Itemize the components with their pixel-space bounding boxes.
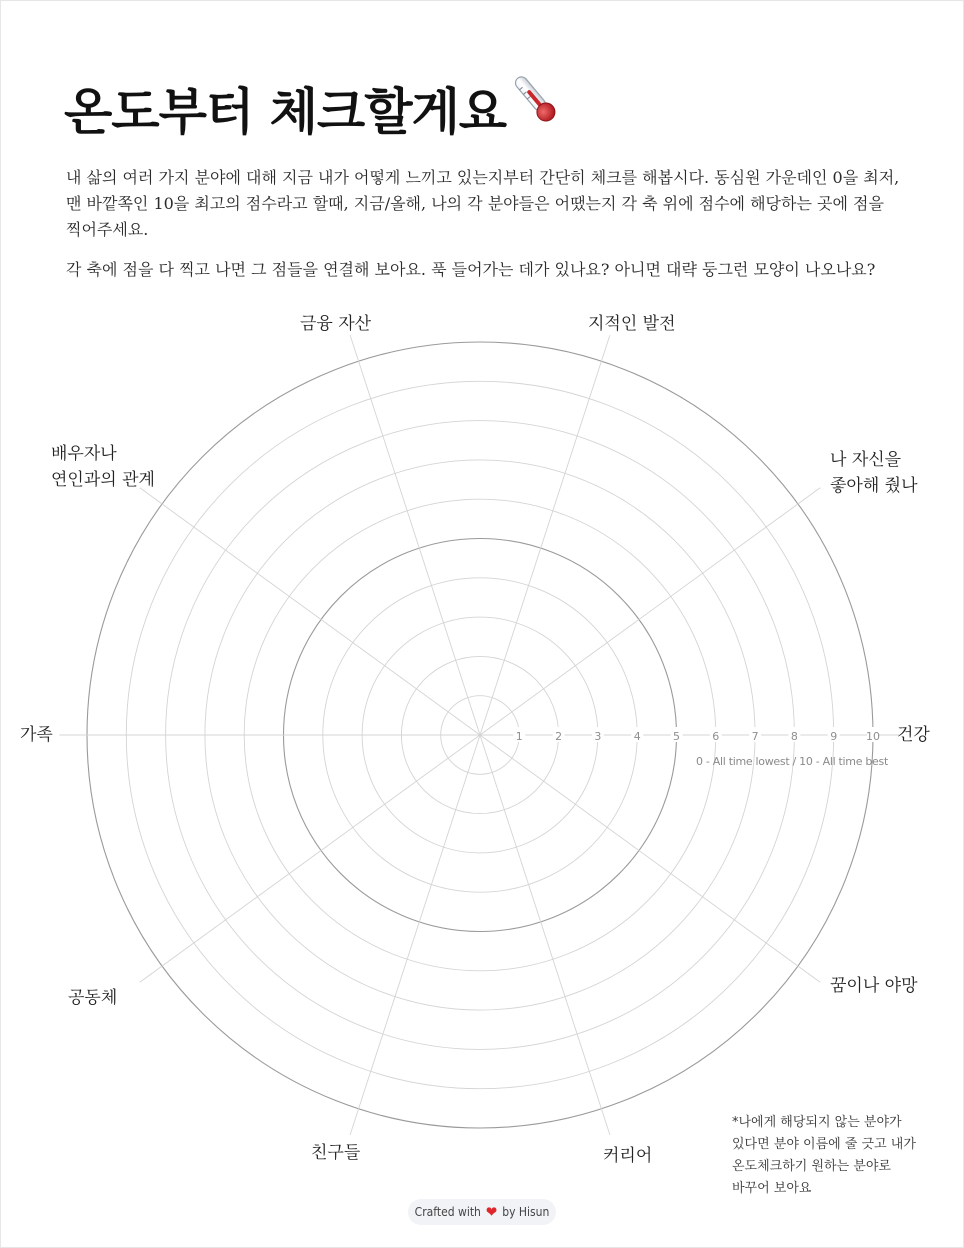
tick-label-3: 3 [594,730,602,743]
axis-spoke-8 [480,735,610,1135]
tick-label-8: 8 [790,730,798,743]
credit-prefix: Crafted with [414,1205,481,1219]
axis-label-self-love: 나 자신을 좋아해 줬나 [830,450,918,496]
tick-label-10: 10 [866,730,880,743]
tick-label-2: 2 [555,730,563,743]
axis-label-intellectual-growth: 지적인 발전 [588,314,676,334]
axis-label-dreams: 꿈이나 야망 [830,976,918,996]
axis-label-friends: 친구들 [311,1143,361,1163]
intro-paragraph-1: 내 삶의 여러 가지 분야에 대해 지금 내가 어떻게 느끼고 있는지부터 간단히 체크를 해봅시다. 동심원 가운데인 0을 최저, 맨 바깥쪽인 10을 최고의 점수라고 할때, 지금/올해, 나의 각 분야들은 어땠는지 각 축 위에 점수에 해당하는 곳에 점을 찍어주세요. [66,168,900,239]
axis-spoke-7 [350,735,480,1135]
axis-spoke-2 [480,335,610,735]
scale-caption: 0 - All time lowest / 10 - All time best [696,755,888,768]
footnote: *나에게 해당되지 않는 분야가 있다면 분야 이름에 줄 긋고 내가 온도체크하기 원하는 분야로 바꾸어 보아요 [732,1115,916,1196]
axis-label-career: 커리어 [603,1146,653,1166]
axis-label-financial-assets: 금융 자산 [300,314,372,334]
credit-suffix: by Hisun [502,1205,550,1219]
axis-label-partner-relationship: 배우자나 연인과의 관계 [51,444,155,490]
axis-label-health: 건강 [897,725,930,745]
credit-badge [408,1199,556,1225]
axis-label-community: 공동체 [68,988,118,1008]
page-title: 온도부터 체크할게요 [64,83,507,141]
axis-spoke-3 [350,335,480,735]
tick-label-1: 1 [515,730,523,743]
tick-label-7: 7 [751,730,759,743]
tick-label-9: 9 [830,730,838,743]
tick-label-4: 4 [633,730,641,743]
tick-label-5: 5 [673,730,680,743]
heart-icon: ❤ [485,1203,498,1221]
intro-paragraph-2: 각 축에 점을 다 찍고 나면 그 점들을 연결해 보아요. 푹 들어가는 데가 있나요? 아니면 대략 둥그런 모양이 나오나요? [66,260,876,279]
tick-label-6: 6 [712,730,720,743]
axis-label-family: 가족 [20,725,53,745]
